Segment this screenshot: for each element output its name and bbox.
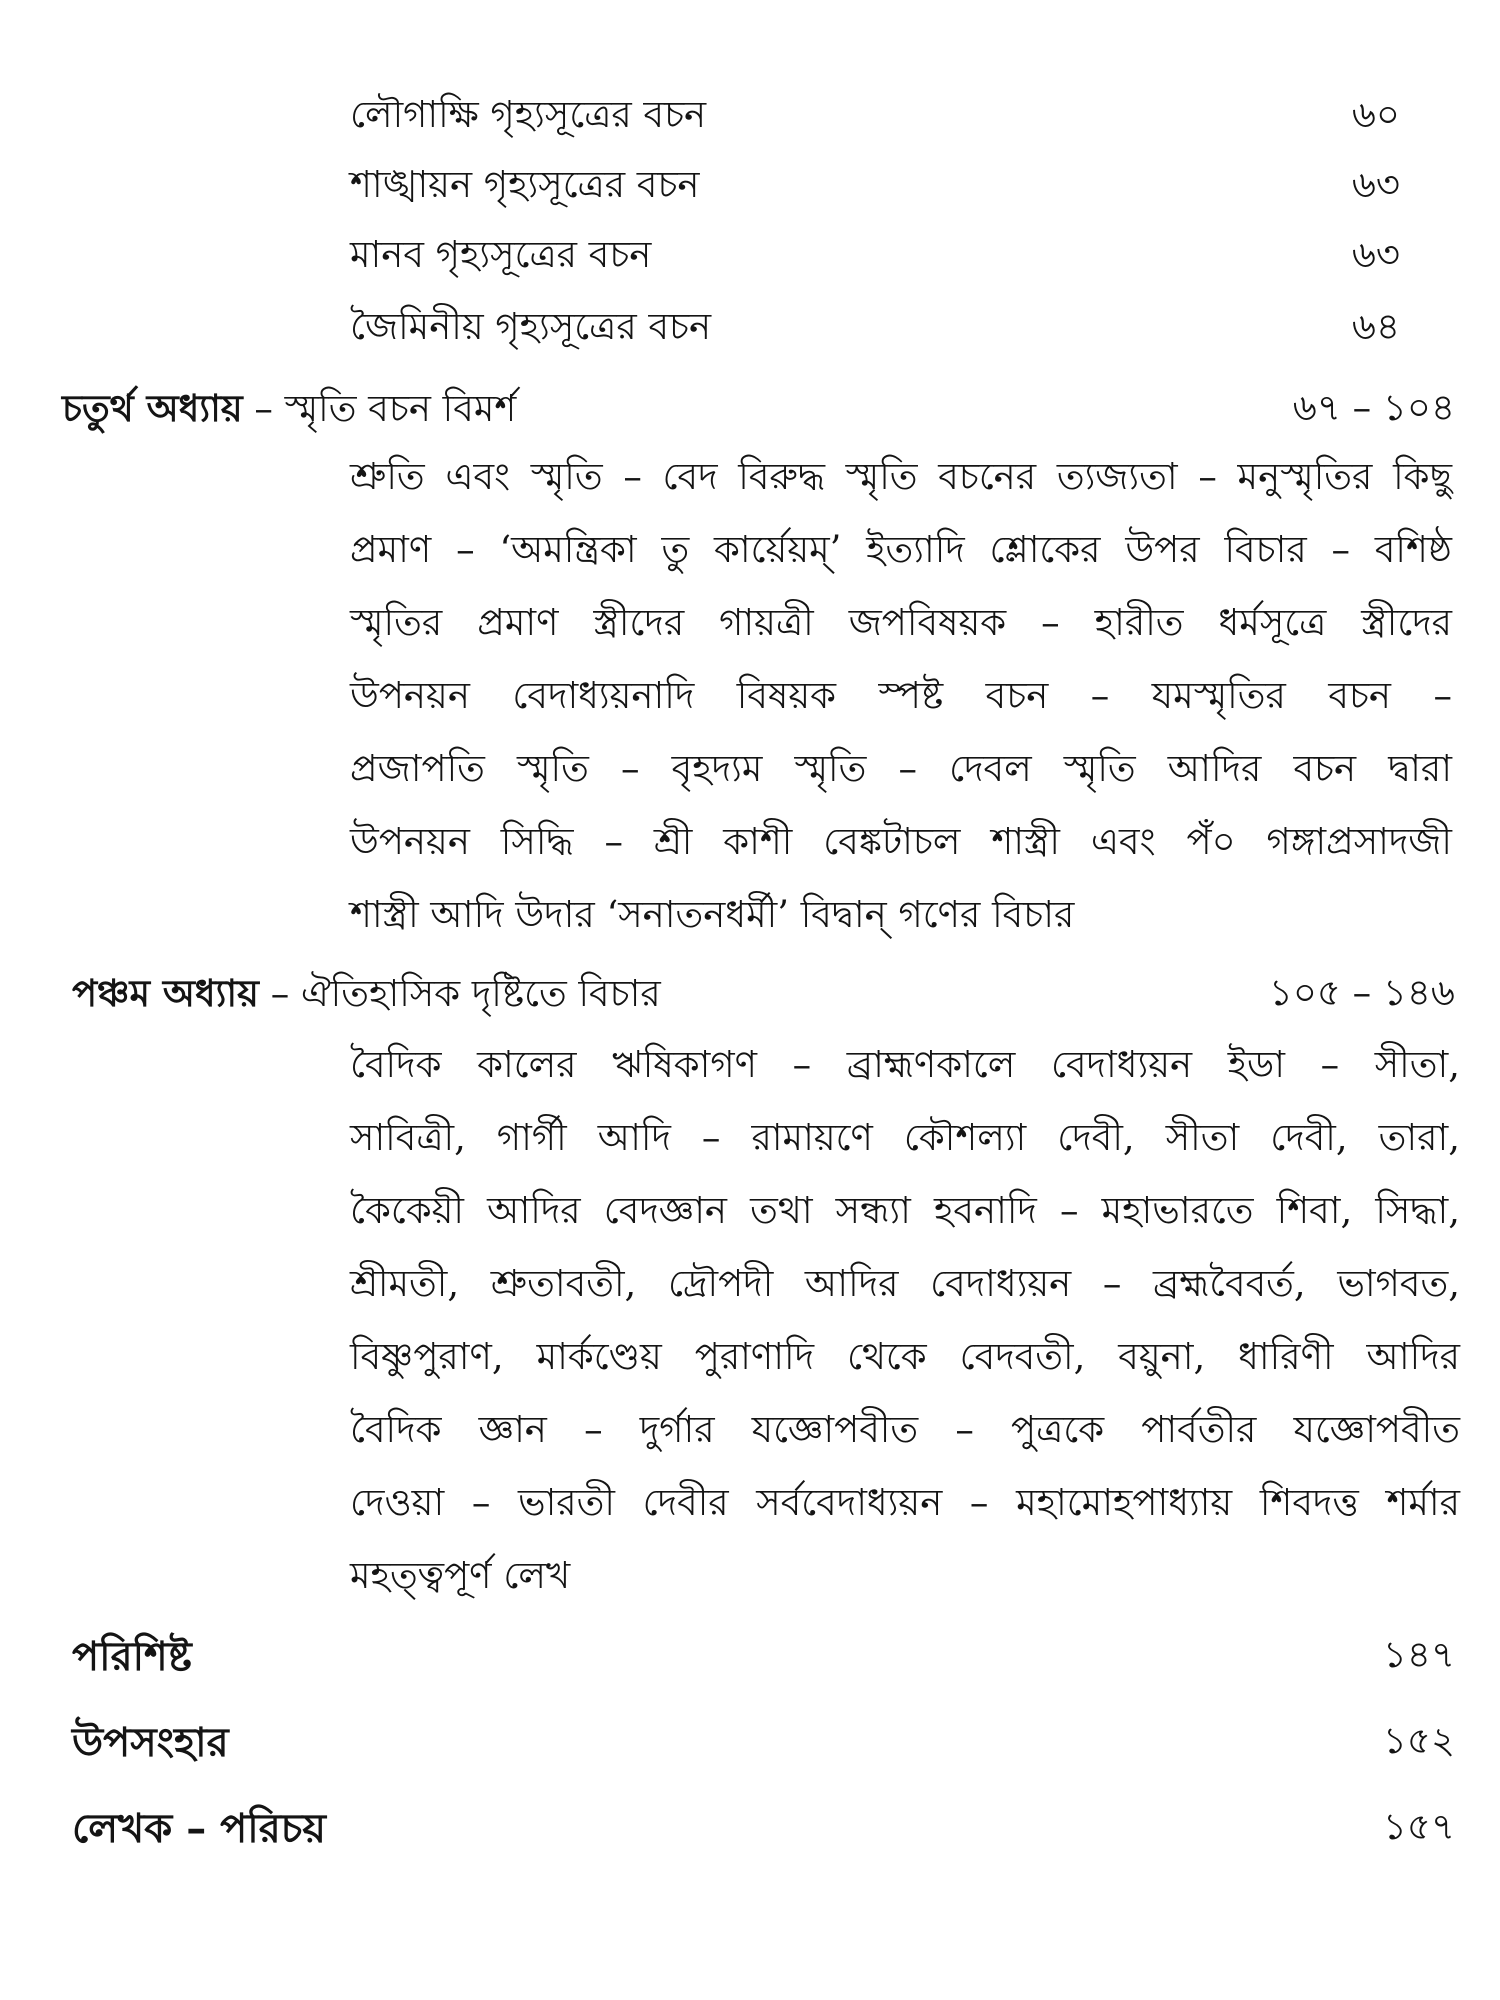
chapter-summary-line: বিষ্ণুপুরাণ, মার্কণ্ডেয় পুরাণাদি থেকে বেদবতী, বয়ুনা, ধারিণী আদির (350, 1335, 1460, 1378)
chapter-label: চতুর্থ অধ্যায় (62, 386, 243, 430)
chapter-title: – ঐতিহাসিক দৃষ্টিতে বিচার (270, 972, 661, 1015)
chapter-summary-line: স্মৃতির প্রমাণ স্ত্রীদের গায়ত্রী জপবিষয়ক – হারীত ধর্মসূত্রে স্ত্রীদের (350, 601, 1452, 644)
chapter-title: – স্মৃতি বচন বিমর্শ (254, 387, 517, 430)
toc-entry-page: ৬৩ (1351, 233, 1400, 276)
chapter-summary-line: শ্রীমতী, শ্রুতাবতী, দ্রৌপদী আদির বেদাধ্যয়ন – ব্রহ্মবৈবর্ত, ভাগবত, (350, 1262, 1460, 1305)
chapter-summary-line: সাবিত্রী, গার্গী আদি – রামায়ণে কৌশল্যা দেবী, সীতা দেবী, তারা, (350, 1116, 1460, 1159)
toc-entry-title: জৈমিনীয় গৃহ্যসূত্রের বচন (350, 305, 712, 348)
chapter-summary-line: উপনয়ন বেদাধ্যয়নাদি বিষয়ক স্পষ্ট বচন – যমস্মৃতির বচন – (350, 674, 1452, 717)
toc-entry-page: ১৪৭ (1382, 1633, 1455, 1676)
toc-entry-page: ৬৪ (1351, 305, 1400, 348)
toc-entry-title: লেখক – পরিচয় (72, 1805, 326, 1852)
chapter-pages: ৬৭ – ১০৪ (1292, 386, 1455, 429)
chapter-summary-line: বৈদিক জ্ঞান – দুর্গার যজ্ঞোপবীত – পুত্রকে পার্বতীর যজ্ঞোপবীত (350, 1408, 1460, 1451)
chapter-summary-line: দেওয়া – ভারতী দেবীর সর্ববেদাধ্যয়ন – মহামোহপাধ্যায় শিবদত্ত শর্মার (350, 1481, 1460, 1524)
chapter-heading (62, 383, 516, 434)
chapter-summary-line: উপনয়ন সিদ্ধি – শ্রী কাশী বেঙ্কটাচল শাস্ত্রী এবং পঁ০ গঙ্গাপ্রসাদজী (350, 820, 1452, 863)
toc-entry-page: ৬৩ (1351, 163, 1400, 206)
chapter-summary-line: প্রমাণ – ‘অমন্ত্রিকা তু কার্য়েয়ম্’ ইত্যাদি শ্লোকের উপর বিচার – বশিষ্ঠ (350, 528, 1452, 571)
chapter-heading (72, 968, 661, 1019)
chapter-summary-line: বৈদিক কালের ঋষিকাগণ – ব্রাহ্মণকালে বেদাধ্যয়ন ইডা – সীতা, (350, 1043, 1460, 1086)
chapter-summary-line: প্রজাপতি স্মৃতি – বৃহদ্যম স্মৃতি – দেবল স্মৃতি আদির বচন দ্বারা (350, 747, 1452, 790)
toc-entry-title: পরিশিষ্ট (72, 1633, 192, 1680)
toc-entry-page: ৬০ (1351, 93, 1400, 136)
chapter-summary-line: শ্রুতি এবং স্মৃতি – বেদ বিরুদ্ধ স্মৃতি বচনের ত্যজ্যতা – মনুস্মৃতির কিছু (350, 455, 1452, 498)
toc-entry-page: ১৫২ (1382, 1719, 1455, 1762)
chapter-summary-line: শাস্ত্রী আদি উদার ‘সনাতনধর্মী’ বিদ্বান্ গণের বিচার (350, 893, 1075, 936)
chapter-summary-line: কৈকেয়ী আদির বেদজ্ঞান তথা সন্ধ্যা হবনাদি – মহাভারতে শিবা, সিদ্ধা, (350, 1189, 1460, 1232)
toc-entry-page: ১৫৭ (1382, 1805, 1455, 1848)
toc-entry-title: লৌগাক্ষি গৃহ্যসূত্রের বচন (350, 93, 707, 136)
toc-entry-title: মানব গৃহ্যসূত্রের বচন (350, 233, 652, 276)
chapter-summary-line: মহত্ত্বপূর্ণ লেখ (350, 1554, 571, 1597)
chapter-label: পঞ্চম অধ্যায় (72, 971, 259, 1015)
toc-entry-title: শাঙ্খায়ন গৃহ্যসূত্রের বচন (350, 163, 700, 206)
chapter-pages: ১০৫ – ১৪৬ (1268, 971, 1455, 1014)
toc-entry-title: উপসংহার (72, 1719, 229, 1766)
